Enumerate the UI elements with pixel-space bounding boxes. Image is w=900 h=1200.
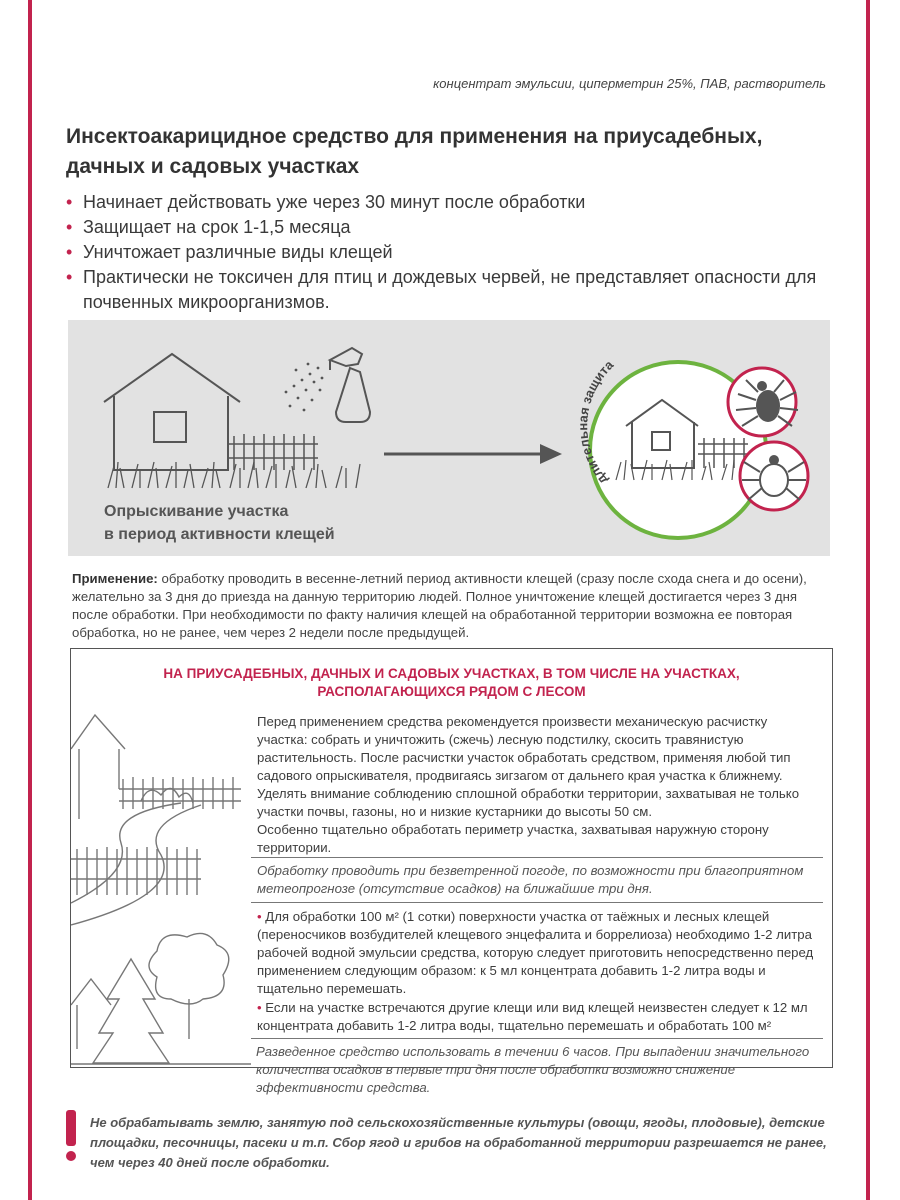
banner-caption: Опрыскивание участка в период активности клещей	[104, 503, 335, 543]
bullet-dot: •	[257, 1000, 266, 1015]
benefits-list	[66, 190, 836, 315]
usage-time-note: Разведенное средство использовать в течении 6 часов. При выпадении значительного количества осадков в первые три дня после обработки возможно снижение эффективности средства.	[256, 1044, 810, 1095]
divider	[251, 902, 823, 903]
benefit-item: • Уничтожает различные виды клещей	[66, 240, 836, 265]
right-frame-line	[866, 0, 870, 1200]
dosage-item: • Для обработки 100 м² (1 сотки) поверхности участка от таёжных и лесных клещей (переносчиков возбудителей клещевого энцефалита и боррелиоза) необходимо 1-2 литра рабочей водной эмульсии средства, которую следует приготовить непосредственно перед применением следующим образом: к 5 мл концентрата добавить 1-2 литра воды и тщательно перемешать.	[257, 909, 814, 996]
divider	[251, 1038, 823, 1039]
bullet-dot: •	[257, 909, 266, 924]
preparation-text: Перед применением средства рекомендуется произвести механическую расчистку участка: собрать и уничтожить (сжечь) лесную подстилку, скосить травянистую растительность. После расчистки участок обработать средством, применяя любой тип садового опрыскивателя, продвигаясь зигзагом от дальнего края участка к ближнему. Уделять внимание соблюдению сплошной обработки территории, захватывая не только участки почвы, газоны, но и низкие кустарники до высоты 50 см. Особенно тщательно обработать периметр участка, захватывая наружную сторону территории.	[257, 714, 800, 855]
composition-subtitle: концентрат эмульсии, циперметрин 25%, ПАВ, растворитель	[433, 76, 826, 91]
left-frame-line	[28, 0, 32, 1200]
spray-bottle-icon	[330, 348, 370, 422]
fence-icon	[228, 434, 318, 470]
application-paragraph: Применение: обработку проводить в весенне-летний период активности клещей (сразу после схода снега и до осени), желательно за 3 дня до приезда на данную территорию людей. Полное уничтожение клещей достигается через 3 дня после обработки. При необходимости по факту наличия клещей на обработанной территории возможна ее повторая обработка, но не ранее, чем через 2 недели после предыдущей.	[72, 571, 807, 640]
instructions-box	[70, 648, 833, 1068]
exclamation-icon	[64, 1110, 78, 1162]
benefit-item: • Защищает на срок 1-1,5 месяца	[66, 215, 836, 240]
mite-icon	[740, 442, 808, 510]
spray-mist-icon	[285, 363, 324, 412]
divider	[251, 857, 823, 858]
bullet-dot: •	[66, 242, 73, 262]
spraying-illustration-banner	[68, 320, 830, 556]
tick-icon	[728, 368, 798, 436]
bullet-dot: •	[66, 217, 73, 237]
warning-text: Не обрабатывать землю, занятую под сельскохозяйственные культуры (овощи, ягоды, плодовые), детские площадки, песочницы, пасеки и т.п. Сбор ягод и грибов на обработанной территории разрешается не ранее, чем через 40 дней после обработки.	[90, 1115, 827, 1170]
bullet-dot: •	[66, 192, 73, 212]
bullet-dot: •	[66, 267, 73, 287]
benefit-item: • Практически не токсичен для птиц и дождевых червей, не представляет опасности для почвенных микроорганизмов.	[66, 267, 817, 312]
benefit-item: • Начинает действовать уже через 30 минут после обработки	[66, 190, 836, 215]
instructions-title: НА ПРИУСАДЕБНЫХ, ДАЧНЫХ И САДОВЫХ УЧАСТКАХ, В ТОМ ЧИСЛЕ НА УЧАСТКАХ, РАСПОЛАГАЮЩИХСЯ РЯДОМ С ЛЕСОМ	[163, 666, 740, 699]
dosage-item: • Если на участке встречаются другие клещи или вид клещей неизвестен следует к 12 мл концентрата добавить 1-2 литра воды, тщательно перемешать и обработать 100 м²	[257, 1000, 808, 1033]
weather-note: Обработку проводить при безветренной погоде, по возможности при благоприятном метеопрогнозе (отсутствие осадков) на ближайшие три дня.	[257, 863, 804, 896]
protection-arc-label: длительная защита	[575, 357, 617, 488]
garden-path-illustration	[71, 709, 251, 1067]
product-title: Инсектоакарицидное средство для применения на приусадебных, дачных и садовых участках	[66, 125, 763, 178]
house-icon	[104, 354, 240, 470]
arrow-right-icon	[384, 444, 562, 464]
